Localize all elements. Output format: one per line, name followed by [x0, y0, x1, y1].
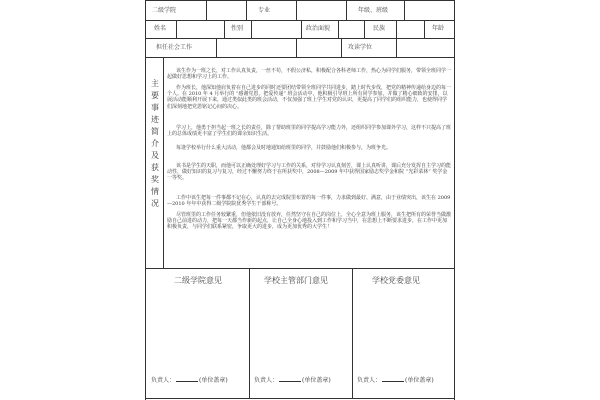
department-opinion-field[interactable]	[252, 290, 350, 370]
politics-label: 政治面貌	[306, 25, 331, 32]
signature-blank[interactable]	[279, 381, 301, 382]
section-label-char: 事	[151, 103, 159, 112]
ethnicity-label: 民族	[373, 25, 386, 32]
section-label-char: 简	[151, 127, 159, 136]
section-label-char: 要	[151, 91, 159, 100]
department-signature	[254, 375, 331, 384]
section-label-char: 及	[151, 151, 159, 160]
politics-value[interactable]	[339, 21, 363, 37]
college-value[interactable]	[207, 1, 245, 19]
column-line	[341, 38, 342, 57]
party-signature	[357, 375, 434, 384]
section-label-char: 迹	[151, 115, 159, 124]
name-label: 姓名	[154, 25, 167, 32]
ethnicity-value[interactable]	[397, 21, 423, 37]
party-opinion-field[interactable]	[355, 290, 453, 370]
section-label-char: 况	[151, 199, 159, 208]
row-line	[146, 57, 454, 58]
column-line	[296, 38, 297, 57]
age-label: 年龄	[432, 25, 445, 32]
grade-class-value[interactable]	[405, 1, 453, 19]
row-line	[146, 398, 454, 399]
column-line	[224, 20, 225, 38]
achievements-section-label	[148, 78, 162, 210]
degree-value[interactable]	[397, 39, 453, 56]
column-line	[352, 268, 353, 398]
column-line	[163, 57, 164, 268]
section-label-char: 获	[151, 163, 159, 172]
college-label: 二级学院	[152, 7, 177, 14]
social-work-label: 担任社会工作	[156, 44, 193, 51]
column-line	[364, 20, 365, 38]
department-opinion-heading: 学校主管部门意见	[264, 276, 328, 285]
column-line	[249, 268, 250, 398]
section-label-char: 情	[151, 187, 159, 196]
signature-blank[interactable]	[382, 381, 404, 382]
gender-value[interactable]	[252, 21, 300, 37]
column-line	[424, 20, 425, 38]
signature-blank[interactable]	[176, 381, 198, 382]
major-value[interactable]	[297, 1, 345, 19]
seal-label: (单位盖章)	[199, 377, 228, 384]
seal-label: (单位盖章)	[405, 377, 434, 384]
responsible-person-label: 负责人：	[254, 377, 279, 384]
achievement-paragraph: 该生作为一班之长，对工作认真负责，一丝不苟，不假公济私，积极配合各科老师工作，热心为同学们服务，带领全班同学一起做好思想和学习上的工作。	[167, 68, 452, 81]
social-work-value[interactable]	[217, 39, 295, 56]
column-line	[346, 0, 347, 20]
seal-label: (单位盖章)	[302, 377, 331, 384]
college-opinion-field[interactable]	[149, 290, 247, 370]
responsible-person-label: 负责人：	[151, 377, 176, 384]
college-signature	[151, 375, 228, 384]
achievement-paragraph: 该书是学生的天职，而他可以正确处理好学习与工作的关系，对待学习认真刻苦，课上认真听讲，课后充分发挥自主学习的能动性，做好知识的复习与复习，经过不懈努力终于在所获奖中，2008—2009 年中获得国家励志奖学金和院 “光彩菜林” 奖学金一等奖。	[167, 163, 452, 182]
college-opinion-heading: 二级学院意见	[174, 276, 222, 285]
achievement-paragraph: 学习上，他勇于担当起一班之长的责任，除了帮助班里的同学提高学习能力外，还组织同学参加课外学习，这样不只提高了班上的总体成绩更丰富了学生们的课余知识生活。	[167, 125, 452, 138]
section-label-char: 介	[151, 139, 159, 148]
grade-class-label: 年级、班级	[358, 7, 389, 14]
party-opinion-heading: 学校党委意见	[372, 276, 420, 285]
achievement-paragraph: 每逢学校举行什么重大活动，他都会及时地通知给班里的同学，并鼓励他们积极参与，为班争光。	[176, 145, 392, 151]
section-label-char: 奖	[151, 175, 159, 184]
achievement-paragraph: 尽管班里的工作任务较繁重，但他依旧没有放弃，任然坚守在自己的岗位上，全心全意为班上服务，该生把所有的荣誉当做激励自己前进的动力，把每一天都当作新的起点，让自己全身心地投入到工作和学习当中，在思想上不断要求进步，在工作中更加积极负责，与同学们联系紧密，争取更大的进步，成为更加优秀的大学生！	[167, 212, 452, 231]
achievement-paragraph: 工作中该生把每一件事都不记在心，认真的去完成院里布置的每一件事，力求做到最好、满意，由于业绩突出，该生在 2009—2010 年年中获得二级学院院优秀学生干部称号。	[167, 195, 451, 208]
gender-label: 性别	[231, 25, 244, 32]
major-label: 专业	[258, 7, 271, 14]
section-label-char: 主	[151, 79, 159, 88]
column-line	[246, 0, 247, 20]
degree-label: 攻读学位	[348, 44, 373, 51]
application-form	[145, 0, 455, 400]
achievement-paragraph: 作为班长，他深知他肩负着在自己进步的同时还要团结带领全班同学共同进步，踏上时代步伐，把党的精神传递给身边的每一个人。在 2010 年 4 月举行的 “感谢党恩，把爱传递” 班会活动中，他积极引导班上所有同学参加，并做了精心细致的安排，以展活动能顺利开展下来，通过类似此类的班会活动，不仅加强了班上学生对党的认识，更提高了同学们的组织能力，也使得同学们深刻地把党恩铭记心间的决心。	[167, 85, 452, 110]
column-line	[301, 20, 302, 38]
responsible-person-label: 负责人：	[357, 377, 382, 384]
name-value[interactable]	[177, 21, 223, 37]
row-line	[146, 268, 454, 269]
